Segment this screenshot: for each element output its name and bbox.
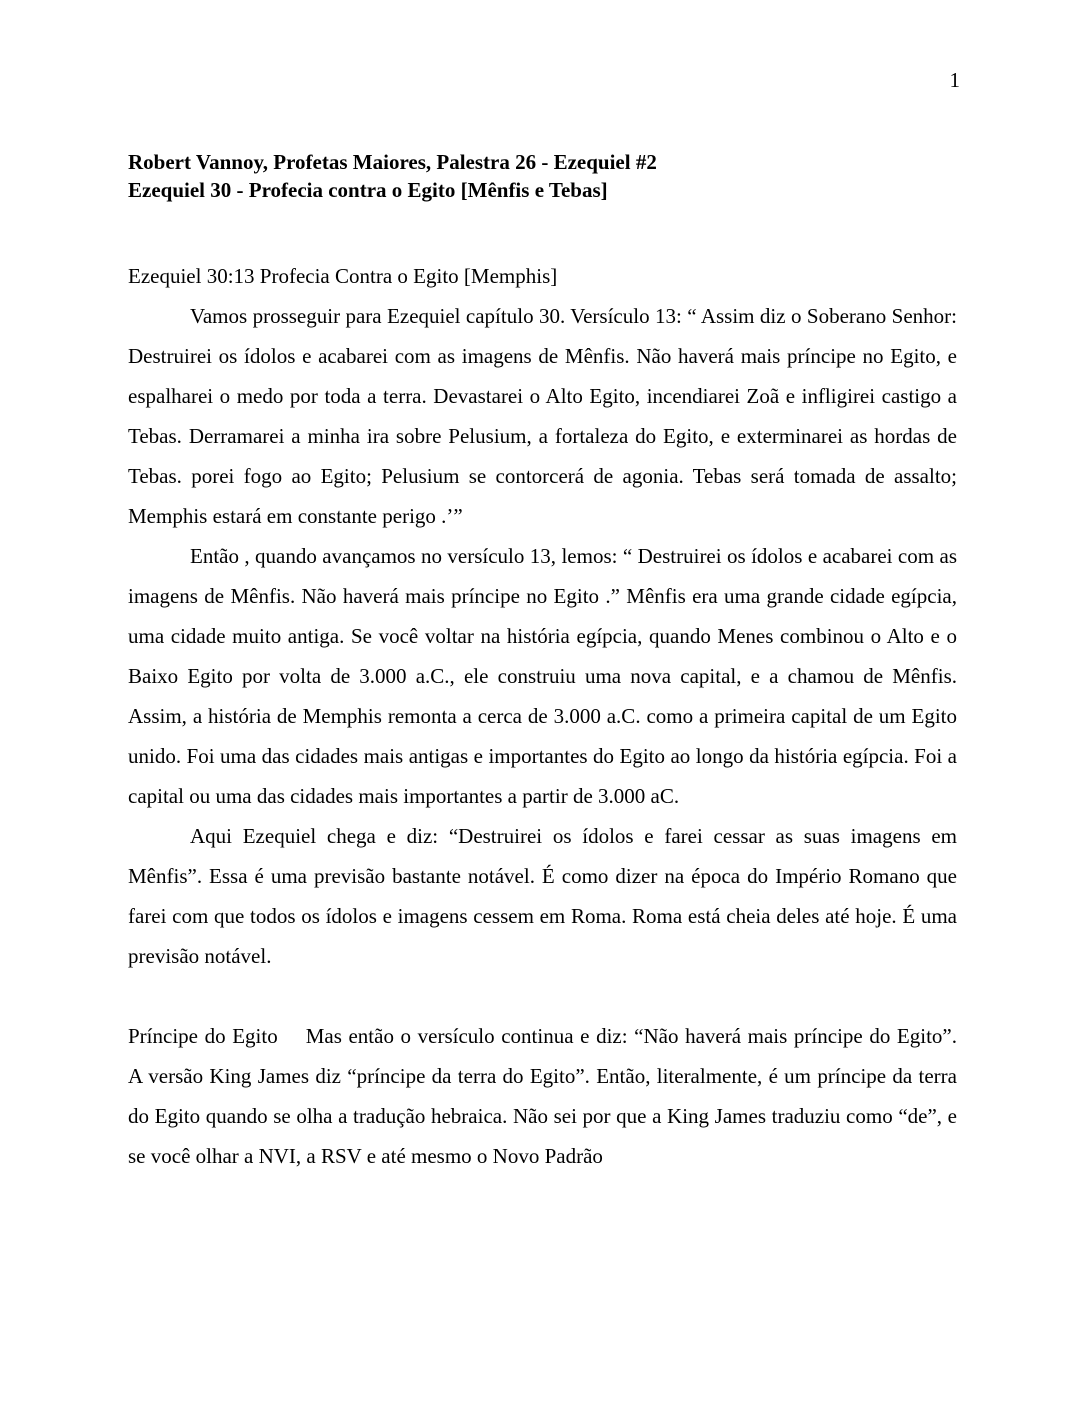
paragraph-4-text: Mas então o versículo continua e diz: “Não haverá mais príncipe do Egito”. A versão King James diz “príncipe da terra do Egito”. Então, literalmente, é um príncipe da terra do Egito quando se olha a tradução hebraica. Não sei por que a King James traduziu como “de”, e se você olhar a NVI, a RSV e até mesmo o Novo Padrão <box>128 1024 957 1168</box>
section-gap <box>128 976 957 1016</box>
page-number: 1 <box>949 68 960 92</box>
document-title <box>128 148 968 204</box>
title-line-2: Ezequiel 30 - Profecia contra o Egito [Mênfis e Tebas] <box>128 178 608 202</box>
section-heading-memphis: Ezequiel 30:13 Profecia Contra o Egito [Memphis] <box>128 264 558 288</box>
paragraph-1: Vamos prosseguir para Ezequiel capítulo 30. Versículo 13: “ Assim diz o Soberano Senhor: Destruirei os ídolos e acabarei com as imagens de Mênfis. Não haverá mais príncipe no Egito, e espalharei o medo por toda a terra. Devastarei o Alto Egito, incendiarei Zoã e infligirei castigo a Tebas. Derramarei a minha ira sobre Pelusium, a fortaleza do Egito, e exterminarei as hordas de Tebas. porei fogo ao Egito; Pelusium se contorcerá de agonia. Tebas será tomada de assalto; Memphis estará em constante perigo .’” <box>128 304 957 528</box>
paragraph-3: Aqui Ezequiel chega e diz: “Destruirei os ídolos e farei cessar as suas imagens em Mênfis”. Essa é uma previsão bastante notável. É como dizer na época do Império Romano que farei com que todos os ídolos e imagens cessem em Roma. Roma está cheia deles até hoje. É uma previsão notável. <box>128 824 957 968</box>
document-body <box>128 256 957 1176</box>
paragraph-2: Então , quando avançamos no versículo 13, lemos: “ Destruirei os ídolos e acabarei com as imagens de Mênfis. Não haverá mais príncipe no Egito .” Mênfis era uma grande cidade egípcia, uma cidade muito antiga. Se você voltar na história egípcia, quando Menes combinou o Alto e o Baixo Egito por volta de 3.000 a.C., ele construiu uma nova capital, e a chamou de Mênfis. Assim, a história de Memphis remonta a cerca de 3.000 a.C. como a primeira capital de um Egito unido. Foi uma das cidades mais antigas e importantes do Egito ao longo da história egípcia. Foi a capital ou uma das cidades mais importantes a partir de 3.000 aC. <box>128 544 957 808</box>
title-line-1: Robert Vannoy, Profetas Maiores, Palestra 26 - Ezequiel #2 <box>128 150 657 174</box>
section-heading-principe: Príncipe do Egito <box>128 1024 278 1048</box>
paragraph-4 <box>128 1016 957 1176</box>
